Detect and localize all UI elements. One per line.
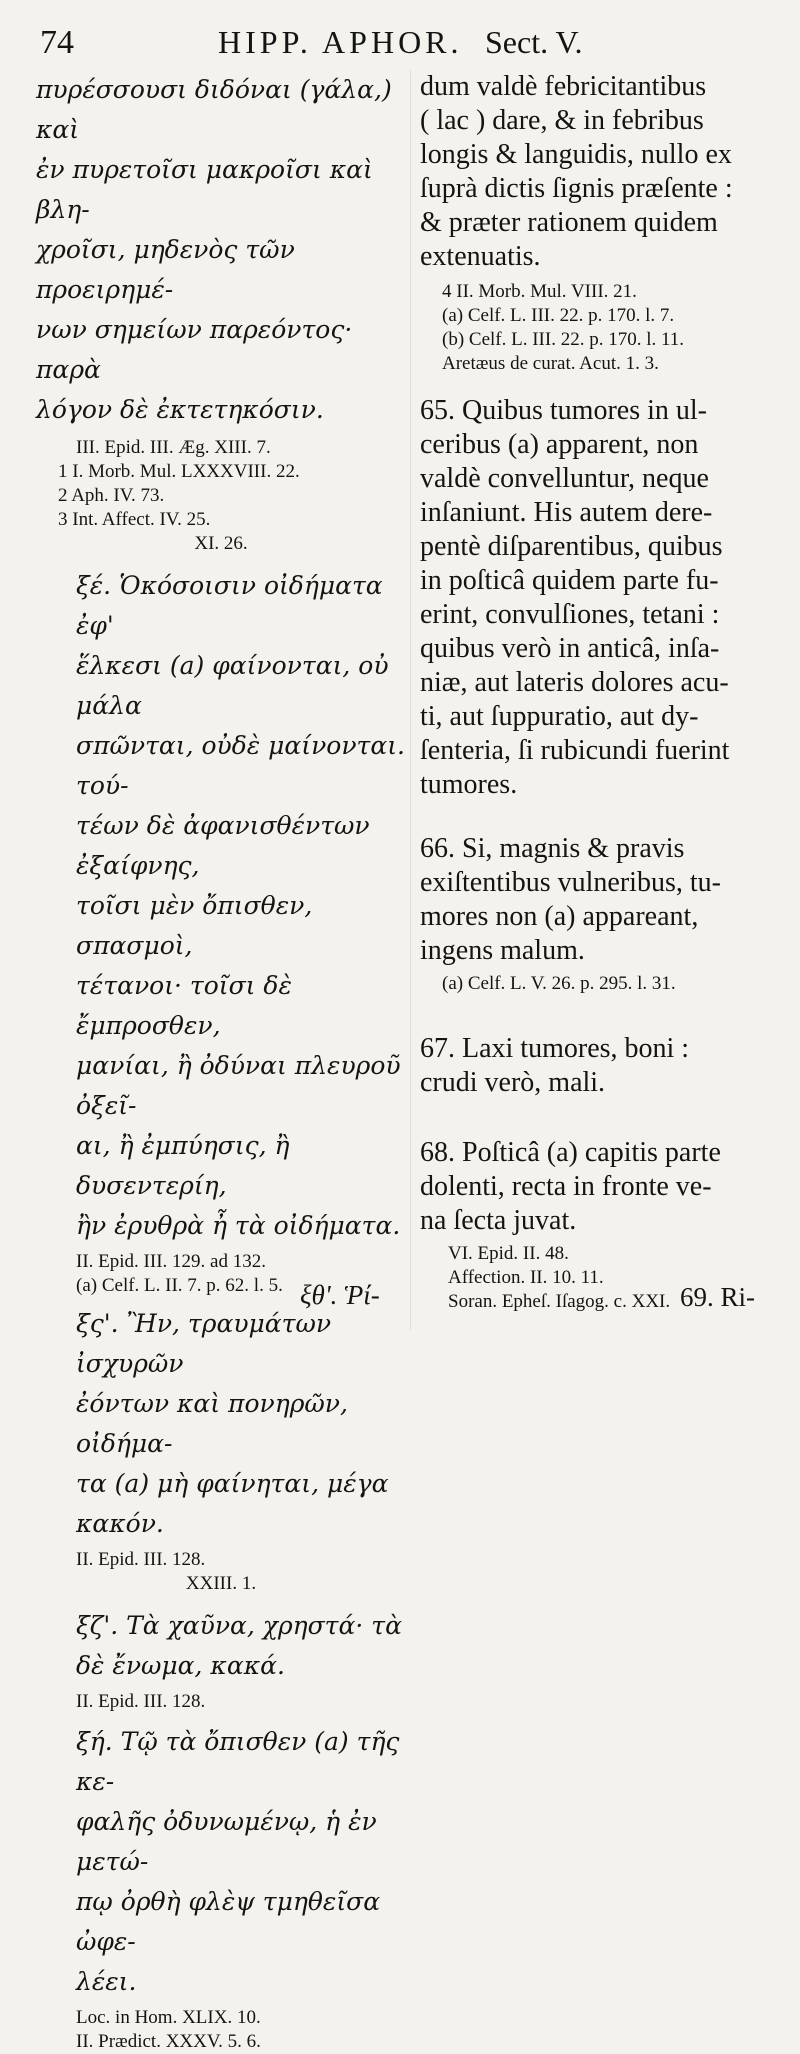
reference-line: II. Epid. III. 128.: [76, 1691, 206, 1712]
greek-refs-64: [36, 436, 406, 532]
latin-aphorism-66: 66. Si, magnis & pravis exiſtentibus vulneribus, tu- mores non (a) appareant, ingens malum.: [420, 833, 721, 966]
reference-line: 2 Aph. IV. 73.: [58, 485, 165, 506]
reference-line: Soran. Epheſ. Iſagog. c. XXI.: [448, 1291, 671, 1312]
latin-aphorism-67: 67. Laxi tumores, boni : crudi verò, mali.: [420, 1033, 690, 1098]
reference-line: Aretæus de curat. Acut. 1. 3.: [442, 353, 659, 374]
reference-line: (a) Celf. L. III. 22. p. 170. l. 7.: [442, 305, 675, 326]
greek-ref-center: XI. 26.: [194, 533, 248, 554]
greek-refs-68: [36, 2006, 406, 2054]
reference-line: 1 I. Morb. Mul. LXXXVIII. 22.: [58, 461, 300, 482]
reference-line: II. Epid. III. 129. ad 132.: [76, 1251, 266, 1272]
greek-refs-66: [36, 1548, 406, 1572]
reference-line: II. Epid. III. 128.: [76, 1549, 206, 1570]
greek-aphorism-67: ξζ'. Τὰ χαῦνα, χρηστά· τὰ δὲ ἔνωμα, κακά.: [76, 1611, 403, 1680]
greek-aphorism-65: ξέ. Ὁκόσοισιν οἰδήματα ἐφ' ἕλκεσι (a) φαίνονται, οὐ μάλα σπῶνται, οὐδὲ μαίνονται. τού- τέων δὲ ἀφανισθέντων ἐξαίφνης, τοῖσι μὲν ὄπισθεν, σπασμοὶ, τέτανοι· τοῖσι δὲ ἔμπροσθεν, μανίαι, ἢ ὀδύναι πλευροῦ ὀξεῖ- αι, ἢ ἐμπύησις, ἢ δυσεντερίη, ἢν ἐρυθρὰ ἦ τὰ οἰδήματα.: [76, 571, 405, 1240]
latin-aphorism-64-end: dum valdè febricitantibus ( lac ) dare, & in febribus longis & languidis, nullo ex ſuprà dictis ſignis præſente : & præter rationem quidem extenuatis.: [420, 71, 733, 272]
reference-line: 3 Int. Affect. IV. 25.: [58, 509, 211, 530]
latin-refs-66: [420, 972, 792, 996]
running-head: [40, 14, 770, 64]
reference-line: (a) Celf. L. V. 26. p. 295. l. 31.: [442, 973, 676, 994]
column-gutter: [410, 70, 411, 1330]
greek-catchword: ξθ'. Ῥί-: [300, 1280, 380, 1310]
greek-ref-center-66: XXIII. 1.: [185, 1573, 257, 1594]
reference-line: Affection. II. 10. 11.: [448, 1267, 604, 1288]
latin-aphorism-65: 65. Quibus tumores in ul- ceribus (a) apparent, non valdè convelluntur, neque inſaniunt. His autem dere- pentè diſparentibus, quibus in poſticâ quidem parte fu- erint, convulſiones, tetani : quibus verò in anticâ, inſa- niæ, aut lateris dolores acu- ti, aut ſuppuratio, aut dy- ſenteria, ſi rubicundi fuerint tumores.: [420, 395, 730, 800]
reference-line: Loc. in Hom. XLIX. 10.: [76, 2007, 261, 2028]
reference-line: VI. Epid. II. 48.: [448, 1243, 569, 1264]
reference-line: III. Epid. III. Æg. XIII. 7.: [76, 437, 271, 458]
greek-refs-67: [36, 1690, 406, 1714]
reference-line: (b) Celf. L. III. 22. p. 170. l. 11.: [442, 329, 685, 350]
running-title: HIPP. APHOR.: [218, 24, 463, 60]
greek-aphorism-66: ξς'. Ἢν, τραυμάτων ἰσχυρῶν ἐόντων καὶ πονηρῶν, οἰδήμα- τα (a) μὴ φαίνηται, μέγα κακόν.: [76, 1309, 389, 1538]
latin-catchword: 69. Ri-: [680, 1282, 756, 1312]
greek-aphorism-64-end: πυρέσσουσι διδόναι (γάλα,) καὶ ἐν πυρετοῖσι μακροῖσι καὶ βλη- χροῖσι, μηδενὸς τῶν προειρημέ- νων σημείων παρεόντος· παρὰ λόγον δὲ ἐκτετηκόσιν.: [36, 75, 392, 424]
page-number: 74: [40, 24, 74, 61]
latin-aphorism-68: 68. Poſticâ (a) capitis parte dolenti, recta in fronte ve- na ſecta juvat.: [420, 1137, 721, 1236]
section-label: Sect. V.: [485, 24, 583, 60]
latin-refs-64: [420, 280, 792, 376]
reference-line: (a) Celf. L. II. 7. p. 62. l. 5.: [76, 1275, 283, 1296]
reference-line: 4 II. Morb. Mul. VIII. 21.: [442, 281, 637, 302]
greek-aphorism-68: ξή. Τῷ τὰ ὄπισθεν (a) τῆς κε- φαλῆς ὀδυνωμένῳ, ἡ ἐν μετώ- πῳ ὀρθὴ φλὲψ τμηθεῖσα ὠφε- λέει.: [76, 1727, 400, 1996]
latin-column: [420, 70, 792, 1314]
reference-line: II. Prædict. XXXV. 5. 6.: [76, 2031, 261, 2052]
greek-column: [36, 70, 406, 2054]
